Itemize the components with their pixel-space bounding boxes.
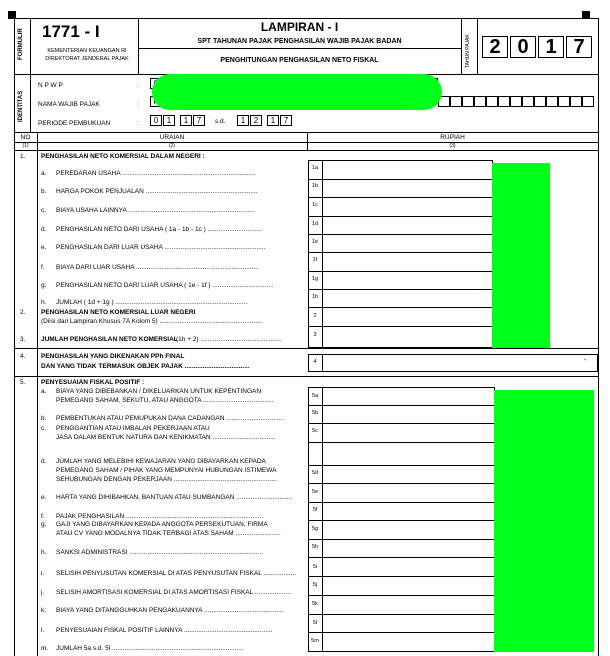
section-title: PENGHASILAN NETO KOMERSIAL LUAR NEGERI [41, 309, 196, 316]
section-subtitle: PENGHITUNGAN PENGHASILAN NETO FISKAL [220, 57, 379, 64]
row-label: HARGA POKOK PENJUALAN .............................................................. [56, 188, 258, 195]
year-digit: 1 [538, 36, 564, 58]
col-rupiah-header: RUPIAH [440, 134, 465, 141]
redaction-mark [494, 390, 594, 652]
value-field-5c[interactable] [323, 424, 493, 441]
row-code: 5a [311, 393, 319, 399]
row-label: SELISIH PENYUSUTAN KOMERSIAL DI ATAS PENYUSUTAN FISKAL .................. [56, 570, 296, 577]
value-field-5f[interactable] [323, 503, 493, 519]
row-letter: a. [41, 170, 47, 177]
section-title: DAN YANG TIDAK TERMASUK OBJEK PAJAK .................................... [41, 363, 250, 370]
periode-digit: 1 [180, 115, 192, 126]
periode-digit: 7 [193, 115, 205, 126]
periode-digit: 1 [163, 115, 175, 126]
value-field-1b[interactable] [323, 180, 491, 196]
periode-digit: 0 [150, 115, 162, 126]
row-code: 1f [312, 257, 318, 263]
row-code: 5i [312, 564, 318, 570]
row-letter: c. [41, 207, 47, 214]
row-letter: h. [41, 299, 47, 306]
tahun-pajak-side-label: TAHUN PAJAK [465, 34, 471, 68]
section-title: JUMLAH PENGHASILAN NETO KOMERSIAL [41, 336, 178, 343]
row-label: HARTA YANG DIHIBAHKAN, BANTUAN ATAU SUMBANGAN ............................... [56, 494, 293, 501]
row-code: 5c [312, 428, 318, 434]
row-label: PEMEGANG SAHAM / PIHAK YANG MEMPUNYAI HUBUNGAN ISTIMEWA [56, 467, 277, 474]
value-field-1g[interactable] [323, 272, 491, 288]
value-field-1f[interactable] [323, 253, 491, 269]
npwp-label: N P W P [38, 82, 63, 89]
value-field-3[interactable] [323, 327, 491, 346]
row-code: 4 [313, 359, 317, 365]
row-code: 5j [312, 582, 318, 588]
row-code: 1a [311, 165, 319, 171]
section-sub: (1h + 2) ............................................. [176, 336, 282, 343]
row-code: 5g [311, 526, 319, 532]
row-code: 5k [312, 601, 318, 607]
colon: : [137, 82, 139, 89]
periode-digit: 1 [237, 115, 249, 126]
periode-digit: 7 [280, 115, 292, 126]
section-sub: (Diisi dari Lampiran Khusus 7A Kolom 5) ......................................................... [41, 318, 263, 325]
row-code: 5f [312, 507, 318, 513]
row-label: PENYESUAIAN FISKAL POSITIF LAINNYA ................................................. [56, 627, 273, 634]
row-letter: e. [41, 494, 47, 501]
col-index: (2) [168, 143, 176, 149]
row-label: BIAYA YANG DIBEBANKAN / DIKELUARKAN UNTUK KEPENTINGAN [56, 388, 262, 395]
section-title: PENYESUAIAN FISKAL POSITIF : [41, 379, 145, 386]
value-field-5d[interactable] [323, 466, 493, 482]
row-letter: e. [41, 244, 47, 251]
row-letter: i. [41, 570, 45, 577]
value-field-5l[interactable] [323, 615, 493, 631]
form-number: 1771 - I [42, 22, 100, 41]
row-letter: f. [41, 513, 45, 520]
row-code: 2 [313, 313, 317, 319]
row-letter: b. [41, 415, 47, 422]
row-letter: k. [41, 607, 47, 614]
row-label: BIAYA YANG DITANGGUHKAN PENGAKUANNYA ............................................ [56, 607, 284, 614]
row-code: 1d [311, 221, 319, 227]
row-code: 5h [311, 544, 319, 550]
row-letter: g. [41, 282, 47, 289]
row-number: 1. [20, 153, 26, 160]
row-label: JUMLAH YANG MELEBIHI KEWAJARAN YANG DIBAYARKAN KEPADA [56, 458, 266, 465]
col-no-header: NO [20, 134, 31, 141]
row-code: 1b [311, 183, 319, 189]
year-digit: 7 [566, 36, 592, 58]
row-label: ATAU CV YANG MODALNYA TIDAK TERBAGI ATAS SAHAM ......................... [56, 530, 281, 537]
value-field-5b[interactable] [323, 406, 493, 422]
sd-label: s.d. [215, 118, 226, 125]
formulir-side-label: FORMULIR [18, 28, 24, 60]
redaction-mark [152, 74, 442, 110]
row-label: BIAYA USAHA LAINNYA ...................................................................... [56, 207, 255, 214]
row-letter: j. [41, 589, 45, 596]
row-code: 5l [312, 620, 318, 626]
row-code: 1e [311, 239, 319, 245]
row-label: PENGHASILAN NETO DARI USAHA ( 1a - 1b - 1c ) .............................. [56, 226, 262, 233]
row-label: PEMBENTUKAN ATAU PEMUPUKAN DANA CADANGAN ................................ [56, 415, 285, 422]
row-letter: b. [41, 188, 47, 195]
redaction-mark [492, 163, 550, 348]
row-number: 2. [20, 309, 26, 316]
row-label: SANKSI ADMINISTRASI .......................................................................... [56, 549, 263, 556]
row-code: 3 [313, 332, 317, 338]
nama-label: NAMA WAJIB PAJAK [38, 101, 100, 108]
row-code: 1g [311, 276, 319, 282]
value-field-1h[interactable] [323, 290, 491, 306]
row-letter: f. [41, 264, 45, 271]
section-title: PENGHASILAN NETO KOMERSIAL DALAM NEGERI : [41, 153, 205, 160]
colon: : [137, 101, 139, 108]
value-field-5e[interactable] [323, 484, 493, 501]
ministry-line1: KEMENTERIAN KEUANGAN RI [47, 48, 127, 54]
row-code: 5e [311, 489, 319, 495]
col-uraian-header: URAIAN [159, 134, 185, 141]
row-code: 5d [311, 470, 319, 476]
value-field-5a[interactable] [323, 388, 493, 404]
row-code: 5m [311, 638, 319, 644]
row-code: 1c [312, 202, 318, 208]
lampiran-title: LAMPIRAN - I [260, 20, 339, 34]
row-label: PENGHASILAN DARI LUAR USAHA ........................................................ [56, 244, 266, 251]
row-letter: g. [41, 521, 47, 528]
row-label: SEHUBUNGAN DENGAN PEKERJAAN ......................................................... [56, 476, 277, 483]
value-field-5j[interactable] [323, 577, 493, 594]
row-label: PEMEGANG SAHAM, SEKUTU, ATAU ANGGOTA ....................................... [56, 397, 274, 404]
row-code: 5b [311, 410, 319, 416]
year-digit: 0 [510, 36, 536, 58]
row-label: JASA DALAM BENTUK NATURA DAN KENIKMATAN ................................... [56, 434, 276, 441]
row-number: 4. [20, 353, 26, 360]
year-digit: 2 [482, 36, 508, 58]
row-letter: c. [41, 425, 47, 432]
row-label: PAJAK PENGHASILAN ............................................................................ [56, 513, 264, 520]
value-field-5h[interactable] [323, 540, 493, 556]
row-label: PENGGANTIAN ATAU IMBALAN PEKERJAAN ATAU [56, 425, 210, 432]
col-index: (1) [22, 143, 29, 149]
row-letter: h. [41, 549, 47, 556]
row-label: SELISIH AMORTISASI KOMERSIAL DI ATAS AMORTISASI FISKAL .................... [56, 589, 291, 596]
row-label: BIAYA DARI LUAR USAHA .................................................................... [56, 264, 259, 271]
row-code: 1h [311, 294, 319, 300]
row-letter: m. [41, 645, 49, 652]
section-title: PENGHASILAN YANG DIKENAKAN PPh FINAL [41, 353, 185, 360]
value-field-1e[interactable] [323, 235, 491, 251]
value-field-1c[interactable] [323, 198, 491, 214]
value-field-5k[interactable] [323, 596, 493, 613]
spt-title: SPT TAHUNAN PAJAK PENGHASILAN WAJIB PAJAK BADAN [197, 38, 402, 45]
row-letter: d. [41, 226, 47, 233]
row-letter: d. [41, 458, 47, 465]
row-label: JUMLAH ( 1d + 1g ) ......................................................................... [56, 299, 248, 306]
row-label: PENGHASILAN NETO DARI LUAR USAHA ( 1e - 1f ) .................................. [56, 282, 274, 289]
value-field-5g[interactable] [323, 521, 493, 538]
value-field-1a[interactable] [323, 162, 491, 178]
colon: : [137, 120, 139, 127]
value-field-2[interactable] [323, 308, 491, 325]
value-field-1d[interactable] [323, 217, 491, 233]
periode-digit: 2 [250, 115, 262, 126]
periode-label: PERIODE PEMBUKUAN [38, 120, 111, 127]
identitas-side-label: IDENTITAS [18, 90, 24, 122]
value-4: - [584, 357, 587, 364]
value-field-5m[interactable] [323, 633, 493, 650]
ministry-line2: DIREKTORAT JENDERAL PAJAK [45, 56, 129, 62]
value-field-5i[interactable] [323, 558, 493, 575]
row-number: 5. [20, 379, 26, 386]
row-letter: l. [41, 627, 45, 634]
row-label: GAJI YANG DIBAYARKAN KEPADA ANGGOTA PERSEKUTUAN, FIRMA [56, 521, 268, 528]
row-label: JUMLAH 5a s.d. 5l ......................................................................... [56, 645, 244, 652]
col-index: (3) [449, 143, 456, 149]
row-letter: a. [41, 388, 47, 395]
periode-digit: 1 [267, 115, 279, 126]
row-number: 3. [20, 336, 26, 343]
row-label: PEREDARAN USAHA .......................................................................... [56, 170, 256, 177]
value-field-4[interactable] [308, 354, 598, 372]
